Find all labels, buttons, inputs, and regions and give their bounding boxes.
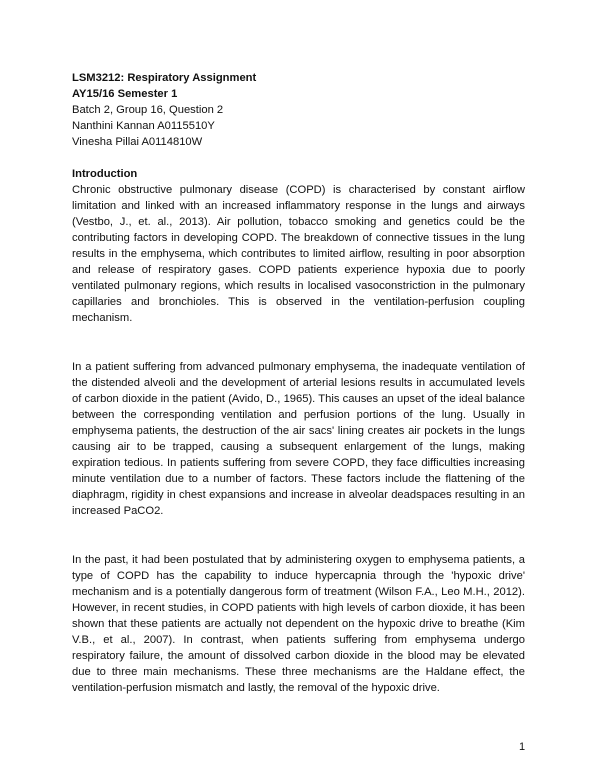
document-header xyxy=(72,70,256,150)
page-number: 1 xyxy=(519,741,526,753)
paragraph-3: In the past, it had been postulated that by administering oxygen to emphysema patients, a type of COPD has the capability to induce hypercapnia through the 'hypoxic drive' mechanism and is a potentially dangerous form of treatment (Wilson F.A., Leo M.H., 2012). However, in recent studies, in COPD patients with high levels of carbon dioxide, it has been shown that these patients are actually not dependent on the hypoxic drive to breathe (Kim V.B., et al., 2007). In contrast, when patients suffering from emphysema undergo respiratory failure, the amount of dissolved carbon dioxide in the blood may be elevated due to three main mechanisms. These three mechanisms are the Haldane effect, the ventilation-perfusion mismatch and lastly, the removal of the hypoxic drive. xyxy=(72,554,525,694)
group-label: Batch 2, Group 16, Question 2 xyxy=(72,104,224,116)
paragraph-1: Chronic obstructive pulmonary disease (COPD) is characterised by constant airflow limitation and linked with an increased inflammatory response in the lungs and airways (Vestbo, J., et. al., 2013). Air pollution, tobacco smoking and genetics could be the contributing factors in developing COPD. The breakdown of connective tissues in the lung results in the emphysema, which contributes to limited airflow, resulting in poor absorption and release of respiratory gases. COPD patients experience hypoxia due to poorly ventilated pulmonary regions, which results in localised vasoconstriction in the pulmonary capillaries and bronchioles. This is observed in the ventilation-perfusion coupling mechanism. xyxy=(72,184,525,324)
semester-label: AY15/16 Semester 1 xyxy=(72,88,178,100)
section-heading-introduction: Introduction xyxy=(72,168,138,180)
paragraph-2: In a patient suffering from advanced pulmonary emphysema, the inadequate ventilation of the distended alveoli and the development of arterial lesions results in accumulated levels of carbon dioxide in the patient (Avido, D., 1965). This causes an upset of the ideal balance between the corresponding ventilation and perfusion portions of the lung. Usually in emphysema patients, the destruction of the air sacs' lining creates air pockets in the lungs causing air to be trapped, causing a subsequent enlargement of the lungs, making expiration tedious. In patients suffering from severe COPD, they face difficulties increasing minute ventilation due to a number of factors. These factors include the flattening of the diaphragm, rigidity in chest expansions and increase in alveolar deadspaces resulting in an increased PaCO2. xyxy=(72,361,525,517)
author-2: Vinesha Pillai A0114810W xyxy=(72,136,203,148)
course-title: LSM3212: Respiratory Assignment xyxy=(72,72,257,84)
author-1: Nanthini Kannan A0115510Y xyxy=(72,120,215,132)
